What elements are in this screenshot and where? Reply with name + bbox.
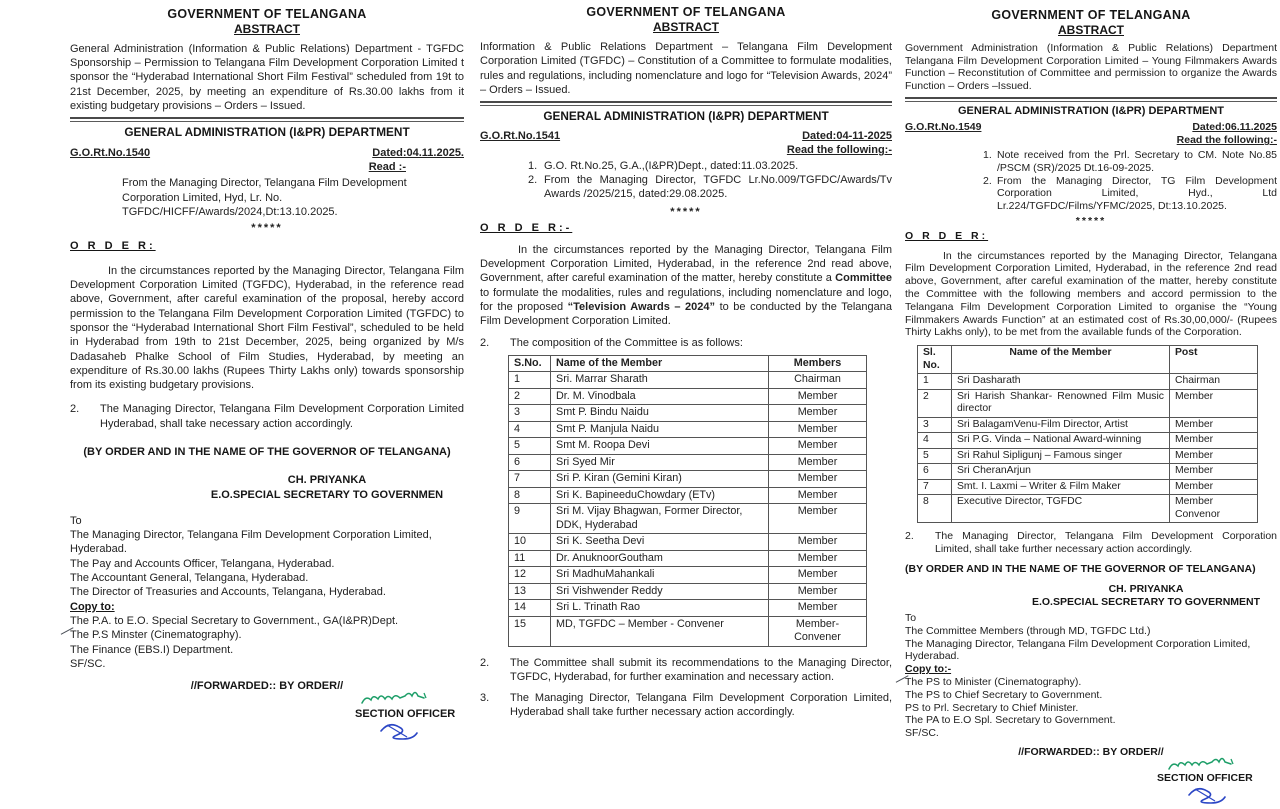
doc3-abstract-label: ABSTRACT: [1058, 23, 1124, 38]
doc1-abstract: General Administration (Information & Public Relations) Department - TGFDC Sponsorship – Permission to Telangana Film Development Corporation Limited t sponsor the “Hyderabad International Short Film Festival” scheduled from 19t to 21st December, 2025, by meeting an expenditure of Rs.30.00 lakhs from it existing budgetary provisions – Orders – Issued.: [70, 42, 464, 113]
doc2-dept-heading: GENERAL ADMINISTRATION (I&PR) DEPARTMENT: [543, 108, 829, 123]
doc3-copy-item: PS to Prl. Secretary to Chief Minister.: [905, 701, 1079, 714]
initials-scribble-icon: [1183, 785, 1229, 805]
doc2-abstract: Information & Public Relations Department – Telangana Film Development Corporation Limited (TGFDC) – Constitution of a Committee to formulate modalities, rules and regulations, including nomenclature and logo for “Television Awards, 2024” – Orders – Issued.: [480, 41, 892, 96]
doc3-signatory: [1015, 583, 1277, 609]
doc2-para2-text: The Committee shall submit its recommendations to the Managing Director, TGFDC, Hyderabad, for further examination and necessary action.: [510, 656, 892, 683]
doc1-signatory-title: E.O.SPECIAL SECRETARY TO GOVERNMEN: [210, 488, 444, 501]
cell-post: Member: [1170, 464, 1258, 479]
table-header-row: [918, 346, 1258, 374]
cell-post: Member: [769, 504, 867, 534]
cell-post: Member: [769, 487, 867, 503]
doc2-col-name: Name of the Member: [551, 355, 769, 371]
cell-sno: 8: [509, 487, 551, 503]
doc2-order-label: O R D E R:-: [480, 222, 573, 235]
document-go-1540: [70, 6, 464, 745]
doc1-read-item: From the Managing Director, Telangana Film Development Corporation Limited, Hyd, Lr. No. TGFDC/HICFF/Awards/2024,Dt:13.10.2025.: [122, 177, 407, 218]
cell-sno: 8: [918, 495, 952, 523]
doc2-order-para: [480, 243, 892, 327]
table-row: [509, 405, 867, 421]
doc1-para2-number: 2.: [70, 403, 80, 416]
doc2-comp-num: 2.: [480, 336, 490, 349]
cell-name: Sri Dasharath: [952, 374, 1170, 389]
cell-sno: 4: [509, 421, 551, 437]
cell-post: Member: [769, 421, 867, 437]
doc3-go-number: G.O.Rt.No.1549: [905, 121, 982, 134]
doc3-read-item-num: 2.: [983, 174, 992, 187]
doc3-read-item: [983, 149, 1277, 175]
doc3-copy-item: The PS to Minister (Cinematography).: [905, 676, 1277, 689]
cell-sno: 5: [509, 438, 551, 454]
doc2-go-row: [480, 129, 892, 157]
cell-post: Member: [769, 405, 867, 421]
table-row: [918, 374, 1258, 389]
cell-sno: 10: [509, 534, 551, 550]
table-row: [509, 471, 867, 487]
cell-post: Member: [1170, 479, 1258, 494]
table-row: [509, 534, 867, 550]
cell-name: Sri CheranArjun: [952, 464, 1170, 479]
doc1-signatory-name: CH. PRIYANKA: [287, 474, 367, 487]
cell-name: Sri P.G. Vinda – National Award-winning: [952, 433, 1170, 448]
doc1-signature-area: [70, 695, 464, 745]
doc3-copy-item: SF/SC.: [905, 727, 939, 740]
doc3-title: GOVERNMENT OF TELANGANA: [991, 8, 1191, 22]
doc1-to-item: The Accountant General, Telangana, Hyderabad.: [70, 572, 309, 585]
table-row: [918, 433, 1258, 448]
cell-sno: 2: [918, 389, 952, 417]
doc3-read-label: Read the following:-: [1176, 134, 1277, 147]
doc2-abstract-label: ABSTRACT: [653, 20, 719, 34]
doc3-copy-item: The PA to E.O Spl. Secretary to Government.: [905, 714, 1116, 727]
cell-sno: 7: [509, 471, 551, 487]
table-row: [509, 550, 867, 566]
doc1-title: GOVERNMENT OF TELANGANA: [167, 7, 367, 21]
cell-name: Sri MadhuMahankali: [551, 567, 769, 583]
doc2-order-para-bold: Committee: [835, 272, 892, 285]
cell-sno: 2: [509, 388, 551, 404]
doc2-stars: *****: [670, 206, 702, 219]
cell-name: Sri Rahul Sipligunj – Famous singer: [952, 448, 1170, 463]
table-row: [918, 417, 1258, 432]
cell-sno: 3: [918, 417, 952, 432]
cell-sno: 7: [918, 479, 952, 494]
doc3-order-para: In the circumstances reported by the Managing Director, Telangana Film Development Corporation Limited, Hyderabad, in the reference 2nd read above, Government, after careful examination of the matter, hereby constitute the Committee with the following members and accord permission to the Telangana Film Development Corporation Limited to organise the “Young Filmmakers Awards Function” at an estimated cost of Rs.30,00,000/- (Rupees Thirty Lakhs only), to be met from the available funds of the Corporation.: [905, 249, 1277, 339]
cell-name: Sri Harish Shankar- Renowned Film Music director: [952, 389, 1170, 417]
doc1-read-label: Read :-: [368, 160, 406, 173]
doc2-para3-num: 3.: [480, 691, 490, 704]
doc3-order-label: O R D E R:: [905, 229, 989, 242]
table-row: [918, 448, 1258, 463]
doc2-divider: [480, 101, 892, 106]
doc3-col-post: Post: [1170, 346, 1258, 374]
doc1-go-number: G.O.Rt.No.1540: [70, 146, 151, 159]
doc1-divider: [70, 117, 464, 122]
cell-sno: 5: [918, 448, 952, 463]
doc3-col-name: Name of the Member: [952, 346, 1170, 374]
doc3-col-slno: Sl. No.: [918, 346, 952, 374]
doc2-read-item-num: 1.: [528, 159, 538, 172]
table-row: [509, 504, 867, 534]
doc3-read-list: [983, 149, 1277, 213]
doc3-signatory-title: E.O.SPECIAL SECRETARY TO GOVERNMENT: [1031, 596, 1261, 609]
document-go-1541: [480, 4, 892, 719]
cell-name: Sri P. Kiran (Gemini Kiran): [551, 471, 769, 487]
doc3-read-item-num: 1.: [983, 149, 992, 162]
cell-post: Member: [769, 471, 867, 487]
doc1-copy-item: The P.S Minster (Cinematography).: [70, 628, 464, 642]
doc1-to-item: The Director of Treasuries and Accounts, Telangana, Hyderabad.: [70, 586, 386, 599]
cell-post: Member-Convener: [769, 616, 867, 646]
doc1-dated: Dated:04.11.2025.: [372, 146, 464, 159]
table-row: [509, 600, 867, 616]
cell-sno: 1: [918, 374, 952, 389]
doc3-para2: [905, 530, 1277, 556]
cell-post: Member: [769, 454, 867, 470]
cell-name: Smt. I. Laxmi – Writer & Film Maker: [952, 479, 1170, 494]
doc3-to-item: The Committee Members (through MD, TGFDC Ltd.): [905, 624, 1151, 637]
table-row: [509, 388, 867, 404]
cell-sno: 9: [509, 504, 551, 534]
doc1-dept-heading: GENERAL ADMINISTRATION (I&PR) DEPARTMENT: [124, 125, 410, 140]
table-row: [509, 438, 867, 454]
doc3-read-item-text: Note received from the Prl. Secretary to CM. Note No.85 /PSCM (SR)/2025 Dt.16-09-2025.: [997, 149, 1277, 174]
cell-name: Smt P. Manjula Naidu: [551, 421, 769, 437]
doc2-para2: [480, 656, 892, 684]
doc1-copy-item: The Finance (EBS.I) Department.: [70, 643, 234, 656]
table-row: [509, 616, 867, 646]
doc1-signatory: [190, 473, 464, 502]
doc3-read-item: [983, 175, 1277, 213]
cell-post: Member: [769, 534, 867, 550]
document-go-1549: [905, 8, 1277, 809]
doc1-copy-label: Copy to:: [70, 600, 115, 613]
table-row: [509, 372, 867, 388]
doc2-para2-num: 2.: [480, 656, 490, 669]
cell-sno: 12: [509, 567, 551, 583]
cell-post: Member: [1170, 389, 1258, 417]
doc3-abstract: Government Administration (Information & Public Relations) Department Telangana Film Development Corporation Limited – Young Filmmakers Awards Function – Reconstitution of Committee and permission to organize the Awards Function – Orders –Issued.: [905, 41, 1277, 93]
doc2-read-item: [528, 159, 892, 173]
cell-name: MD, TGFDC – Member - Convener: [551, 616, 769, 646]
cell-name: Dr. M. Vinodbala: [551, 388, 769, 404]
doc2-read-list: [528, 159, 892, 201]
cell-post: Member: [769, 567, 867, 583]
doc1-by-order: (BY ORDER AND IN THE NAME OF THE GOVERNOR OF TELANGANA): [83, 446, 451, 458]
table-row: [509, 583, 867, 599]
doc1-para2-text: The Managing Director, Telangana Film Development Corporation Limited Hyderabad, shall take necessary action accordingly.: [100, 403, 464, 430]
doc3-dept-heading: GENERAL ADMINISTRATION (I&PR) DEPARTMENT: [957, 105, 1225, 118]
doc1-forwarded: //FORWARDED:: BY ORDER//: [190, 680, 344, 693]
cell-name: Sri. Marrar Sharath: [551, 372, 769, 388]
table-row: [918, 464, 1258, 479]
cell-post: Member Convenor: [1170, 495, 1258, 523]
cell-post: Member: [1170, 433, 1258, 448]
cell-name: Sri Syed Mir: [551, 454, 769, 470]
doc1-copy-item: SF/SC.: [70, 657, 106, 670]
doc1-order-para1: In the circumstances reported by the Managing Director, Telangana Film Development Corporation Limited (TGFDC), Hyderabad, in the reference read above, Government, after careful examination of the proposal, hereby accord permission to the Telangana Film Development Corporation Limited (TGFDC) to sponsor the “Hyderabad International Short Film Festival”, scheduled to be held in Hyderabad from 19th to 21st December, 2025, being organized by M/s Dadasaheb Phalke School of Film Studies, Hyderabad, by meeting an expenditure of Rs.30.00 lakhs (Rupees Thirty Lakhs only) towards sponsorship from its existing budgetary provisions.: [70, 264, 464, 392]
cell-name: Smt P. Bindu Naidu: [551, 405, 769, 421]
doc2-committee-table: [508, 355, 867, 647]
doc3-forwarded: //FORWARDED:: BY ORDER//: [1018, 745, 1164, 758]
cell-name: Sri K. BapineeduChowdary (ETv): [551, 487, 769, 503]
doc2-read-item-num: 2.: [528, 174, 538, 186]
cell-sno: 15: [509, 616, 551, 646]
doc2-comp-text: The composition of the Committee is as follows:: [510, 336, 743, 349]
doc1-order-para2: [70, 402, 464, 431]
doc2-order-para-part: to formulate the modalities, rules and regulations, including nomenclature and logo, for the proposed: [480, 286, 892, 313]
doc1-to-label: To: [70, 514, 82, 527]
cell-post: Member: [769, 438, 867, 454]
cell-sno: 14: [509, 600, 551, 616]
doc3-signature-area: [905, 759, 1277, 809]
cell-sno: 11: [509, 550, 551, 566]
doc3-copy-item: The PS to Chief Secretary to Government.: [905, 688, 1103, 701]
doc3-go-row: [905, 121, 1277, 147]
doc3-signatory-name: CH. PRIYANKA: [1108, 583, 1184, 596]
doc3-divider: [905, 97, 1277, 102]
doc2-read-item-text: G.O. Rt.No.25, G.A.,(I&PR)Dept., dated:11.03.2025.: [544, 159, 799, 172]
doc1-to-item: The Pay and Accounts Officer, Telangana, Hyderabad.: [70, 557, 335, 570]
cell-name: Sri M. Vijay Bhagwan, Former Director, DDK, Hyderabad: [551, 504, 769, 534]
doc2-para3-text: The Managing Director, Telangana Film Development Corporation Limited, Hyderabad shall take further necessary action accordingly.: [510, 691, 892, 718]
doc1-order-label: O R D E R:: [70, 240, 156, 253]
doc2-composition-line: [480, 336, 892, 350]
cell-post: Chairman: [769, 372, 867, 388]
cell-sno: 3: [509, 405, 551, 421]
cell-name: Sri BalagamVenu-Film Director, Artist: [952, 417, 1170, 432]
cell-name: Dr. AnuknoorGoutham: [551, 550, 769, 566]
doc2-order-para-part: In the circumstances reported by the Managing Director, Telangana Film Development Corporation Limited, Hyderabad, in the reference 2nd read above, Government, after careful examination of the matter, hereby constitute a: [480, 244, 892, 285]
doc3-para2-text: The Managing Director, Telangana Film Development Corporation Limited, shall take further necessary action accordingly.: [935, 530, 1277, 555]
doc2-col-members: Members: [769, 355, 867, 371]
cell-post: Member: [1170, 417, 1258, 432]
cell-name: Executive Director, TGFDC: [952, 495, 1170, 523]
cell-name: Smt M. Roopa Devi: [551, 438, 769, 454]
cell-post: Member: [769, 388, 867, 404]
doc2-read-label: Read the following:-: [786, 143, 892, 156]
doc3-to-item: The Managing Director, Telangana Film Development Corporation Limited, Hyderabad.: [905, 637, 1251, 663]
cell-post: Member: [769, 550, 867, 566]
doc1-abstract-label: ABSTRACT: [234, 22, 300, 37]
cell-name: Sri L. Trinath Rao: [551, 600, 769, 616]
doc1-go-row: [70, 146, 464, 160]
doc2-dated: Dated:04-11-2025: [802, 129, 892, 142]
doc1-copy-item: The P.A. to E.O. Special Secretary to Government., GA(I&PR)Dept.: [70, 614, 399, 627]
doc2-read-item-text: From the Managing Director, TGFDC Lr.No.009/TGFDC/Awards/Tv Awards /2025/215, dated:29.08.2025.: [544, 174, 892, 201]
doc3-para2-num: 2.: [905, 530, 914, 543]
cell-sno: 13: [509, 583, 551, 599]
table-row: [509, 454, 867, 470]
doc3-dated: Dated:06.11.2025: [1192, 121, 1277, 134]
cell-sno: 1: [509, 372, 551, 388]
doc1-to-item: The Managing Director, Telangana Film Development Corporation Limited, Hyderabad.: [70, 529, 432, 556]
table-row: [509, 567, 867, 583]
cell-name: Sri Vishwender Reddy: [551, 583, 769, 599]
doc3-section-officer: SECTION OFFICER: [1157, 771, 1253, 784]
table-row: [918, 389, 1258, 417]
cell-sno: 4: [918, 433, 952, 448]
cell-sno: 6: [509, 454, 551, 470]
table-header-row: [509, 355, 867, 371]
doc2-para3: [480, 691, 892, 719]
doc3-stars: *****: [1075, 215, 1107, 228]
cell-post: Member: [1170, 448, 1258, 463]
cell-post: Chairman: [1170, 374, 1258, 389]
doc3-read-item-text: From the Managing Director, TG Film Development Corporation Limited, Hyd., Ltd Lr.224/TGFDC/Films/YFMC/2025, Dt:13.10.2025.: [997, 174, 1277, 213]
table-row: [509, 487, 867, 503]
doc2-read-item: [528, 173, 892, 201]
doc3-to-label: To: [905, 612, 917, 625]
table-row: [918, 479, 1258, 494]
table-row: [509, 421, 867, 437]
doc3-committee-table: [917, 345, 1258, 523]
doc2-title: GOVERNMENT OF TELANGANA: [586, 5, 786, 19]
doc1-stars: *****: [251, 222, 283, 235]
cell-post: Member: [769, 583, 867, 599]
doc3-copy-label: Copy to:-: [905, 663, 952, 676]
doc3-by-order: (BY ORDER AND IN THE NAME OF THE GOVERNOR OF TELANGANA): [905, 562, 1256, 575]
cell-name: Sri K. Seetha Devi: [551, 534, 769, 550]
doc2-col-sno: S.No.: [509, 355, 551, 371]
doc2-order-para-bold: “Television Awards – 2024”: [567, 300, 716, 313]
doc1-section-officer: SECTION OFFICER: [355, 708, 456, 721]
cell-post: Member: [769, 600, 867, 616]
initials-scribble-icon: [375, 721, 421, 741]
doc2-order-para-part: to be conducted by the Telangana Film Development Corporation Limited.: [480, 300, 892, 327]
doc2-go-number: G.O.Rt.No.1541: [480, 129, 561, 142]
cell-sno: 6: [918, 464, 952, 479]
table-row: [918, 495, 1258, 523]
